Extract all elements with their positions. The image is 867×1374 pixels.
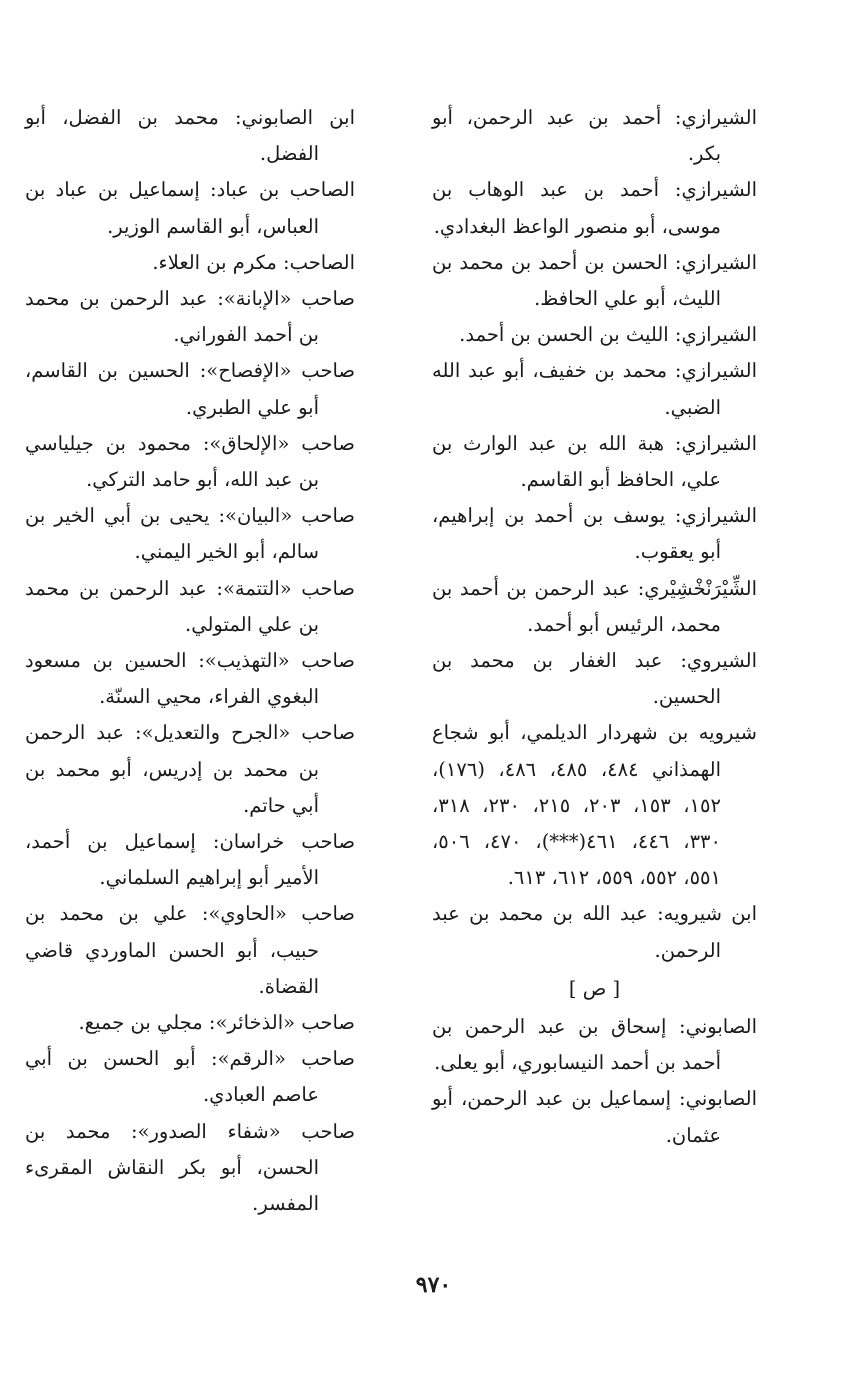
index-column-right — [432, 100, 757, 1154]
index-entry: صاحب خراسان: إسماعيل بن أحمد، الأمير أبو إبراهيم السلماني. — [25, 830, 355, 890]
index-entry: صاحب «الحاوي»: علي بن محمد بن حبيب، أبو الحسن الماوردي قاضي القضاة. — [25, 902, 355, 998]
index-column-left — [25, 100, 355, 1222]
index-entry: صاحب «البيان»: يحيى بن أبي الخير بن سالم، أبو الخير اليمني. — [25, 504, 355, 564]
index-entry: الشيرازي: الليث بن الحسن بن أحمد. — [459, 323, 757, 347]
index-entry: صاحب «الذخائر»: مجلي بن جميع. — [78, 1011, 355, 1035]
index-entry: الشيرازي: يوسف بن أحمد بن إبراهيم، أبو يعقوب. — [432, 504, 757, 564]
index-entry: الشِّيْرَنْخْشِيْري: عبد الرحمن بن أحمد بن محمد، الرئيس أبو أحمد. — [432, 576, 757, 636]
index-entry: الشيرازي: أحمد بن عبد الوهاب بن موسى، أبو منصور الواعظ البغدادي. — [432, 178, 757, 238]
section-heading: [ ص ] — [568, 976, 621, 1000]
index-entry: الصابوني: إسحاق بن عبد الرحمن بن أحمد بن أحمد النيسابوري، أبو يعلى. — [432, 1015, 757, 1075]
index-entry: صاحب «الرقم»: أبو الحسن بن أبي عاصم العبادي. — [25, 1047, 355, 1107]
index-entry: صاحب «الجرح والتعديل»: عبد الرحمن بن محمد بن إدريس، أبو محمد بن أبي حاتم. — [25, 721, 355, 817]
index-entry: الشيروي: عبد الغفار بن محمد بن الحسين. — [432, 649, 757, 709]
index-entry: الصاحب: مكرم بن العلاء. — [152, 250, 355, 274]
index-entry: صاحب «الإفصاح»: الحسين بن القاسم، أبو علي الطبري. — [25, 359, 355, 419]
index-entry: الصابوني: إسماعيل بن عبد الرحمن، أبو عثمان. — [432, 1087, 757, 1147]
index-entry: صاحب «التتمة»: عبد الرحمن بن محمد بن علي المتولي. — [25, 576, 355, 636]
index-entry: صاحب «التهذيب»: الحسين بن مسعود البغوي الفراء، محيي السنّة. — [25, 649, 355, 709]
index-entry: الشيرازي: الحسن بن أحمد بن محمد بن الليث، أبو علي الحافظ. — [432, 250, 757, 311]
index-entry: الشيرازي: هبة الله بن عبد الوارث بن علي، الحافظ أبو القاسم. — [432, 431, 757, 492]
index-entry: صاحب «الإبانة»: عبد الرحمن بن محمد بن أحمد الفوراني. — [25, 287, 355, 347]
page-number: ٩٧٠ — [415, 1272, 452, 1298]
index-entry: الصاحب بن عباد: إسماعيل بن عباد بن العباس، أبو القاسم الوزير. — [25, 178, 355, 238]
index-entry: صاحب «شفاء الصدور»: محمد بن الحسن، أبو بكر النقاش المقرىء المفسر. — [25, 1119, 355, 1216]
index-entry: الشيرازي: أحمد بن عبد الرحمن، أبو بكر. — [432, 106, 757, 166]
index-entry: شيرويه بن شهردار الديلمي، أبو شجاع الهمذاني ٤٨٤، ٤٨٥، ٤٨٦، (١٧٦)، ١٥٢، ١٥٣، ٢٠٣، ٢١٥، ٢٣٠، ٣١٨، ٣٣٠، ٤٤٦، ٤٦١(***)، ٤٧٠، ٥٠٦، ٥٥١، ٥٥٢، ٥٥٩، ٦١٢، ٦١٣. — [432, 721, 757, 890]
index-entry: ابن الصابوني: محمد بن الفضل، أبو الفضل. — [25, 106, 355, 166]
index-entry: صاحب «الإلحاق»: محمود بن جيلياسي بن عبد الله، أبو حامد التركي. — [25, 431, 355, 492]
index-entry: الشيرازي: محمد بن خفيف، أبو عبد الله الضبي. — [432, 359, 757, 419]
index-entry: ابن شيرويه: عبد الله بن محمد بن عبد الرحمن. — [432, 902, 757, 962]
